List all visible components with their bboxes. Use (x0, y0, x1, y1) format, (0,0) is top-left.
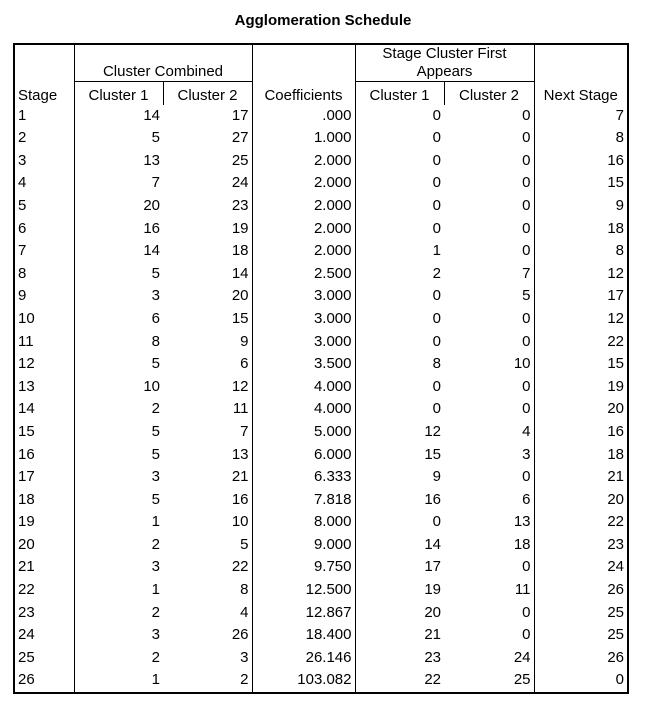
next-stage-cell: 25 (534, 624, 628, 647)
first-appears-cluster-2-cell: 0 (522, 242, 531, 260)
combined-cluster-1-cell: 7 (74, 172, 163, 195)
next-stage-cell: 26 (534, 579, 628, 602)
combined-cluster-1-cell: 3 (74, 285, 163, 308)
first-appears-cluster-2-cell: 0 (522, 468, 531, 486)
header-first-appears-cluster-2: Cluster 2 (444, 82, 534, 105)
stage-cell: 19 (18, 513, 35, 531)
first-appears-cluster-2-cell: 0 (522, 219, 531, 237)
first-appears-cluster-1-cell: 0 (355, 511, 444, 534)
stage-cell: 24 (18, 626, 35, 644)
next-stage-cell: 23 (534, 534, 628, 557)
header-coefficients: Coefficients (252, 44, 355, 105)
coefficient-cell: 2.000 (252, 195, 355, 218)
combined-cluster-2-cell: 25 (231, 151, 249, 169)
coefficient-cell: 5.000 (252, 421, 355, 444)
combined-cluster-2-cell: 16 (231, 490, 249, 508)
first-appears-cluster-2-cell: 0 (522, 603, 531, 621)
next-stage-cell: 19 (534, 376, 628, 399)
first-appears-cluster-2-cell: 11 (514, 581, 531, 599)
combined-cluster-1-cell: 5 (74, 444, 163, 467)
table-title: Agglomeration Schedule (234, 12, 412, 29)
table-row (14, 579, 628, 602)
stage-cell: 4 (18, 174, 27, 192)
header-stage: Stage (18, 86, 58, 104)
first-appears-cluster-1-cell: 9 (355, 466, 444, 489)
next-stage-cell: 15 (534, 353, 628, 376)
header-next-stage: Next Stage (534, 44, 628, 105)
combined-cluster-1-cell: 8 (74, 331, 163, 354)
next-stage-cell: 0 (534, 669, 628, 693)
coefficient-cell: 7.818 (252, 489, 355, 512)
table-row (14, 127, 628, 150)
header-stage-cluster-first-appears: Stage Cluster First Appears (355, 44, 534, 82)
combined-cluster-1-cell: 16 (74, 218, 163, 241)
combined-cluster-1-cell: 3 (74, 466, 163, 489)
combined-cluster-1-cell: 2 (74, 647, 163, 670)
next-stage-cell: 16 (534, 421, 628, 444)
stage-cell: 5 (18, 196, 27, 214)
table-row (14, 195, 628, 218)
first-appears-cluster-2-cell: 4 (522, 422, 531, 440)
table-row (14, 308, 628, 331)
combined-cluster-2-cell: 24 (231, 174, 249, 192)
stage-cell: 6 (18, 219, 27, 237)
first-appears-cluster-2-cell: 0 (522, 196, 531, 214)
stage-cell: 16 (18, 445, 35, 463)
first-appears-cluster-1-cell: 1 (355, 240, 444, 263)
table-row (14, 398, 628, 421)
combined-cluster-2-cell: 12 (231, 377, 249, 395)
next-stage-cell: 21 (534, 466, 628, 489)
first-appears-cluster-2-cell: 10 (513, 355, 531, 373)
combined-cluster-2-cell: 23 (231, 196, 249, 214)
first-appears-cluster-1-cell: 22 (355, 669, 444, 693)
first-appears-cluster-2-cell: 13 (513, 513, 531, 531)
combined-cluster-1-cell: 3 (74, 556, 163, 579)
combined-cluster-2-cell: 7 (240, 422, 249, 440)
next-stage-cell: 12 (534, 308, 628, 331)
table-row (14, 556, 628, 579)
next-stage-cell: 16 (534, 150, 628, 173)
combined-cluster-2-cell: 2 (240, 671, 249, 689)
table-row (14, 511, 628, 534)
first-appears-cluster-2-cell: 0 (522, 309, 531, 327)
first-appears-cluster-1-cell: 0 (355, 376, 444, 399)
stage-cell: 18 (18, 490, 35, 508)
table-row (14, 105, 628, 128)
first-appears-cluster-2-cell: 7 (522, 264, 531, 282)
table-row (14, 150, 628, 173)
first-appears-cluster-1-cell: 0 (355, 127, 444, 150)
coefficient-cell: 6.333 (252, 466, 355, 489)
coefficient-cell: 12.500 (252, 579, 355, 602)
first-appears-cluster-2-cell: 0 (522, 558, 531, 576)
first-appears-cluster-2-cell: 0 (522, 151, 531, 169)
coefficient-cell: 2.000 (252, 172, 355, 195)
table-row (14, 240, 628, 263)
coefficient-cell: 4.000 (252, 376, 355, 399)
table-row (14, 602, 628, 625)
first-appears-cluster-2-cell: 18 (513, 535, 531, 553)
combined-cluster-1-cell: 10 (74, 376, 163, 399)
stage-cell: 26 (18, 671, 35, 689)
header-first-appears-cluster-1: Cluster 1 (355, 82, 444, 105)
table-row (14, 534, 628, 557)
stage-cell: 11 (18, 332, 34, 350)
combined-cluster-1-cell: 14 (74, 105, 163, 128)
table-row (14, 353, 628, 376)
header-cluster-combined: Cluster Combined (74, 44, 252, 82)
combined-cluster-1-cell: 1 (74, 669, 163, 693)
combined-cluster-2-cell: 4 (240, 603, 249, 621)
table-row (14, 669, 628, 693)
stage-cell: 8 (18, 264, 27, 282)
first-appears-cluster-2-cell: 6 (522, 490, 531, 508)
table-row (14, 172, 628, 195)
combined-cluster-1-cell: 5 (74, 421, 163, 444)
combined-cluster-2-cell: 17 (231, 106, 249, 124)
coefficient-cell: 9.750 (252, 556, 355, 579)
combined-cluster-1-cell: 14 (74, 240, 163, 263)
table-row (14, 624, 628, 647)
stage-cell: 7 (18, 242, 27, 260)
combined-cluster-1-cell: 2 (74, 602, 163, 625)
combined-cluster-1-cell: 5 (74, 489, 163, 512)
next-stage-cell: 15 (534, 172, 628, 195)
coefficient-cell: 1.000 (252, 127, 355, 150)
combined-cluster-1-cell: 5 (74, 353, 163, 376)
table-row (14, 647, 628, 670)
first-appears-cluster-2-cell: 0 (522, 174, 531, 192)
table-row (14, 421, 628, 444)
header-combined-cluster-2: Cluster 2 (163, 82, 252, 105)
stage-cell: 9 (18, 287, 27, 305)
combined-cluster-1-cell: 5 (74, 263, 163, 286)
first-appears-cluster-2-cell: 25 (513, 671, 531, 689)
table-row (14, 263, 628, 286)
first-appears-cluster-1-cell: 0 (355, 331, 444, 354)
coefficient-cell: 18.400 (252, 624, 355, 647)
stage-cell: 17 (18, 468, 35, 486)
header-combined-cluster-1: Cluster 1 (74, 82, 163, 105)
next-stage-cell: 9 (534, 195, 628, 218)
first-appears-cluster-1-cell: 8 (355, 353, 444, 376)
first-appears-cluster-1-cell: 17 (355, 556, 444, 579)
next-stage-cell: 8 (534, 127, 628, 150)
coefficient-cell: 8.000 (252, 511, 355, 534)
stage-cell: 13 (18, 377, 35, 395)
coefficient-cell: 6.000 (252, 444, 355, 467)
coefficient-cell: 3.000 (252, 331, 355, 354)
next-stage-cell: 18 (534, 218, 628, 241)
table-row (14, 376, 628, 399)
table-row (14, 218, 628, 241)
combined-cluster-1-cell: 6 (74, 308, 163, 331)
next-stage-cell: 22 (534, 331, 628, 354)
combined-cluster-2-cell: 13 (231, 445, 249, 463)
combined-cluster-2-cell: 19 (231, 219, 249, 237)
first-appears-cluster-1-cell: 0 (355, 150, 444, 173)
first-appears-cluster-1-cell: 14 (355, 534, 444, 557)
combined-cluster-2-cell: 15 (231, 309, 249, 327)
first-appears-cluster-2-cell: 0 (522, 400, 531, 418)
combined-cluster-2-cell: 8 (240, 581, 249, 599)
next-stage-cell: 7 (534, 105, 628, 128)
combined-cluster-1-cell: 2 (74, 534, 163, 557)
stage-cell: 15 (18, 422, 35, 440)
first-appears-cluster-1-cell: 12 (355, 421, 444, 444)
stage-cell: 1 (18, 106, 27, 124)
coefficient-cell: 12.867 (252, 602, 355, 625)
table-row (14, 489, 628, 512)
combined-cluster-2-cell: 6 (240, 355, 249, 373)
first-appears-cluster-1-cell: 0 (355, 398, 444, 421)
stage-cell: 23 (18, 603, 35, 621)
first-appears-cluster-1-cell: 2 (355, 263, 444, 286)
next-stage-cell: 22 (534, 511, 628, 534)
stage-cell: 22 (18, 581, 35, 599)
stage-cell: 20 (18, 535, 35, 553)
combined-cluster-2-cell: 18 (231, 242, 249, 260)
first-appears-cluster-1-cell: 20 (355, 602, 444, 625)
first-appears-cluster-1-cell: 19 (355, 579, 444, 602)
coefficient-cell: 2.000 (252, 150, 355, 173)
stage-cell: 3 (18, 151, 27, 169)
first-appears-cluster-2-cell: 3 (522, 445, 531, 463)
stage-cell: 21 (18, 558, 35, 576)
table-row (14, 285, 628, 308)
combined-cluster-2-cell: 14 (231, 264, 249, 282)
first-appears-cluster-1-cell: 15 (355, 444, 444, 467)
stage-cell: 10 (18, 309, 35, 327)
coefficient-cell: 26.146 (252, 647, 355, 670)
stage-cell: 14 (18, 400, 35, 418)
stage-cell: 12 (18, 355, 35, 373)
combined-cluster-2-cell: 11 (232, 400, 249, 418)
combined-cluster-1-cell: 5 (74, 127, 163, 150)
first-appears-cluster-1-cell: 0 (355, 172, 444, 195)
first-appears-cluster-1-cell: 0 (355, 218, 444, 241)
first-appears-cluster-2-cell: 0 (522, 106, 531, 124)
combined-cluster-1-cell: 2 (74, 398, 163, 421)
table-row (14, 331, 628, 354)
combined-cluster-1-cell: 1 (74, 511, 163, 534)
agglomeration-schedule-table (13, 43, 629, 694)
first-appears-cluster-2-cell: 5 (522, 287, 531, 305)
next-stage-cell: 24 (534, 556, 628, 579)
next-stage-cell: 17 (534, 285, 628, 308)
combined-cluster-2-cell: 10 (231, 513, 249, 531)
next-stage-cell: 25 (534, 602, 628, 625)
first-appears-cluster-2-cell: 0 (522, 129, 531, 147)
combined-cluster-2-cell: 26 (231, 626, 249, 644)
first-appears-cluster-1-cell: 16 (355, 489, 444, 512)
coefficient-cell: .000 (252, 105, 355, 128)
first-appears-cluster-1-cell: 0 (355, 195, 444, 218)
combined-cluster-2-cell: 27 (231, 129, 249, 147)
table-row (14, 444, 628, 467)
first-appears-cluster-1-cell: 0 (355, 105, 444, 128)
combined-cluster-2-cell: 3 (240, 648, 249, 666)
next-stage-cell: 26 (534, 647, 628, 670)
combined-cluster-2-cell: 22 (231, 558, 249, 576)
coefficient-cell: 3.000 (252, 285, 355, 308)
coefficient-cell: 4.000 (252, 398, 355, 421)
coefficient-cell: 2.500 (252, 263, 355, 286)
combined-cluster-2-cell: 20 (231, 287, 249, 305)
combined-cluster-1-cell: 3 (74, 624, 163, 647)
first-appears-cluster-1-cell: 0 (355, 308, 444, 331)
stage-cell: 25 (18, 648, 35, 666)
combined-cluster-2-cell: 21 (231, 468, 249, 486)
combined-cluster-1-cell: 13 (74, 150, 163, 173)
next-stage-cell: 12 (534, 263, 628, 286)
coefficient-cell: 3.500 (252, 353, 355, 376)
coefficient-cell: 9.000 (252, 534, 355, 557)
coefficient-cell: 103.082 (252, 669, 355, 693)
first-appears-cluster-2-cell: 0 (522, 332, 531, 350)
combined-cluster-1-cell: 1 (74, 579, 163, 602)
table-body (14, 105, 628, 693)
first-appears-cluster-2-cell: 24 (513, 648, 531, 666)
combined-cluster-2-cell: 5 (240, 535, 249, 553)
stage-cell: 2 (18, 129, 27, 147)
next-stage-cell: 8 (534, 240, 628, 263)
coefficient-cell: 2.000 (252, 240, 355, 263)
first-appears-cluster-1-cell: 21 (355, 624, 444, 647)
first-appears-cluster-1-cell: 23 (355, 647, 444, 670)
coefficient-cell: 3.000 (252, 308, 355, 331)
combined-cluster-2-cell: 9 (240, 332, 249, 350)
next-stage-cell: 20 (534, 398, 628, 421)
next-stage-cell: 18 (534, 444, 628, 467)
first-appears-cluster-1-cell: 0 (355, 285, 444, 308)
coefficient-cell: 2.000 (252, 218, 355, 241)
next-stage-cell: 20 (534, 489, 628, 512)
combined-cluster-1-cell: 20 (74, 195, 163, 218)
first-appears-cluster-2-cell: 0 (522, 626, 531, 644)
table-row (14, 466, 628, 489)
first-appears-cluster-2-cell: 0 (522, 377, 531, 395)
